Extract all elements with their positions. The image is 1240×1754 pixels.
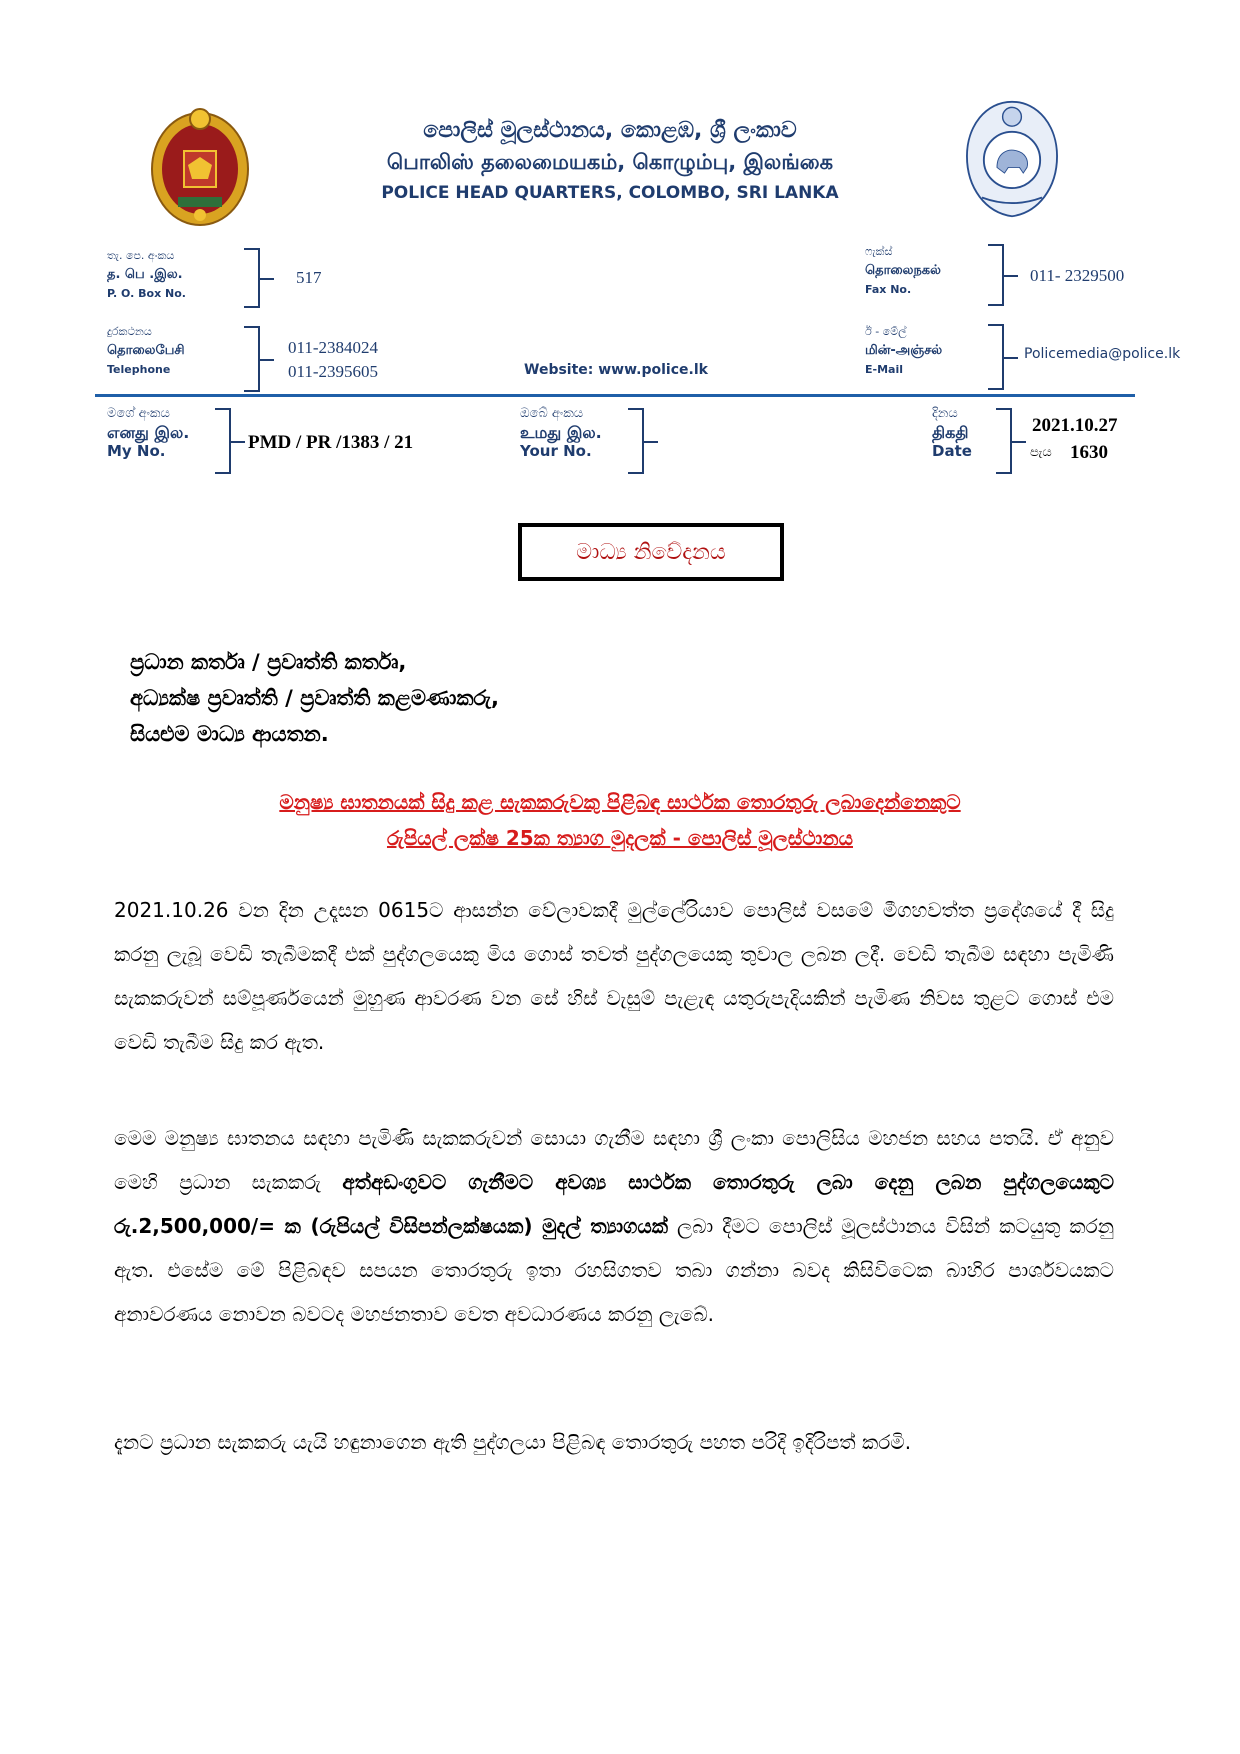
email-label: ඊ - මේල් மின்-அஞ்சல் E-Mail: [865, 325, 943, 376]
po-box-bracket: [244, 248, 260, 308]
my-no-bracket: [215, 408, 231, 474]
date-label: දිනය திகதி Date: [932, 406, 972, 460]
date-value: 2021.10.27: [1032, 415, 1118, 436]
hq-name-english: POLICE HEAD QUARTERS, COLOMBO, SRI LANKA: [381, 183, 839, 203]
website: Website: www.police.lk: [524, 362, 708, 378]
paragraph-reward-part-2: ලබා දීමට පොලිස් මූලස්ථානය විසින් කටයුතු කරනු ඇත. එසේම මේ පිළිබඳව සපයන තොරතුරු ඉතා රහසිගතව තබා ගන්නා බවද කිසිවිටෙක බාහිර පාර්ශවයකට අනාවරණය නොවන බවටද මහජනතාව වෙත අවධාරණය කරනු ලැබේ.: [114, 1214, 1114, 1326]
my-no-label: මගේ අංකය எனது இல. My No.: [107, 406, 190, 460]
headline-line-1: මනුෂ්‍ය ඝාතනයක් සිදු කළ සැකකරුවකු පිළිබඳ සාර්ථක තොරතුරු ලබාදෙන්නෙකුට: [279, 790, 961, 814]
date-bracket: [996, 408, 1012, 474]
paragraph-incident: 2021.10.26 වන දින උදෑසන 0615ට ආසන්න වේලාවකදී මුල්ලේරියාව පොලිස් වසමේ මීගහවත්ත ප්‍රදේශයේ දී සිදු කරනු ලැබූ වෙඩි තැබීමකදී එක් පුද්ගලයෙකු මිය ගොස් තවත් පුද්ගලයෙකු තුවාල ලබන ලදී. වෙඩි තැබීම සඳහා පැමිණි සැකකරුවන් සම්පූර්ණයෙන් මුහුණ ආවරණ වන සේ හිස් වැසුම් පැළැඳ යතුරුපැදියකින් පැමිණ නිවස තුළට ගොස් එම වෙඩි තැබීම සිදු කර ඇත.: [114, 898, 1114, 1054]
telephone-value-2: 011-2395605: [288, 362, 379, 381]
sri-lanka-emblem-icon: [148, 105, 252, 227]
hq-name-tamil: பொலிஸ் தலைமையகம், கொழும்பு, இலங்கை: [386, 150, 834, 174]
addressee-line-1: ප්‍රධාන කර්තෘ / ප්‍රවෘත්ති කර්තෘ,: [130, 650, 407, 674]
media-release-title: මාධ්‍ය නිවේදනය: [518, 523, 784, 581]
time-label: පැය: [1030, 444, 1052, 459]
telephone-bracket: [244, 326, 260, 392]
your-no-label: ඔබේ අංකය உமது இல. Your No.: [520, 406, 602, 460]
telephone-label: දුරකථනය தொலைபேசி Telephone: [107, 325, 185, 376]
hq-name-sinhala: පොලිස් මූලස්ථානය, කොළඹ, ශ්‍රී ලංකාව: [423, 118, 797, 143]
paragraph-reward: [114, 1116, 1114, 1336]
fax-label: ෆැක්ස් தொலைநகல் Fax No.: [865, 245, 941, 296]
headline-line-2: රුපියල් ලක්ෂ 25ක ත්‍යාග මුදලක් - පොලිස් මූලස්ථානය: [386, 826, 853, 850]
email-bracket: [988, 324, 1004, 390]
paragraph-reward-highlight: අත්අඩංගුවට ගැනීමට අවශ්‍ය සාර්ථක තොරතුරු ලබා දෙනු ලබන පුද්ගලයෙකුට රු.2,500,000/= ක (රුපියල් විසිපන්ලක්ෂයක) මුදල් ත්‍යාගයක්: [114, 1170, 1114, 1238]
my-no-value: PMD / PR /1383 / 21: [248, 432, 414, 453]
paragraph-reward-part-1: මෙම මනුෂ්‍ය ඝාතනය සඳහා පැමිණි සැකකරුවන් සොයා ගැනීම සඳහා ශ්‍රී ලංකා පොලිසිය මහජන සහය පතයි. ඒ අනුව මෙහි ප්‍රධාන සැකකරු: [114, 1126, 1114, 1194]
your-no-bracket: [628, 408, 644, 474]
email-value: Policemedia@police.lk: [1024, 346, 1181, 362]
paragraph-suspect-info: දැනට ප්‍රධාන සැකකරු යැයි හඳුනාගෙන ඇති පුද්ගලයා පිළිබඳ තොරතුරු පහත පරිදි ඉදිරිපත් කරමි.: [114, 1430, 912, 1454]
police-emblem-icon: [960, 98, 1064, 220]
time-value: 1630: [1070, 442, 1108, 463]
po-box-value: 517: [296, 268, 322, 287]
telephone-value-1: 011-2384024: [288, 338, 379, 357]
po-box-label: තැ. පෙ. අංකය த. பெ .இல. P. O. Box No.: [107, 249, 186, 300]
fax-value: 011- 2329500: [1030, 266, 1125, 285]
letterhead-divider: [95, 394, 1135, 397]
addressee-line-2: අධ්‍යක්ෂ ප්‍රවෘත්ති / ප්‍රවෘත්ති කළමණාකරු,: [130, 686, 500, 710]
fax-bracket: [988, 244, 1004, 306]
addressee-line-3: සියළුම මාධ්‍ය ආයතන.: [130, 722, 329, 746]
